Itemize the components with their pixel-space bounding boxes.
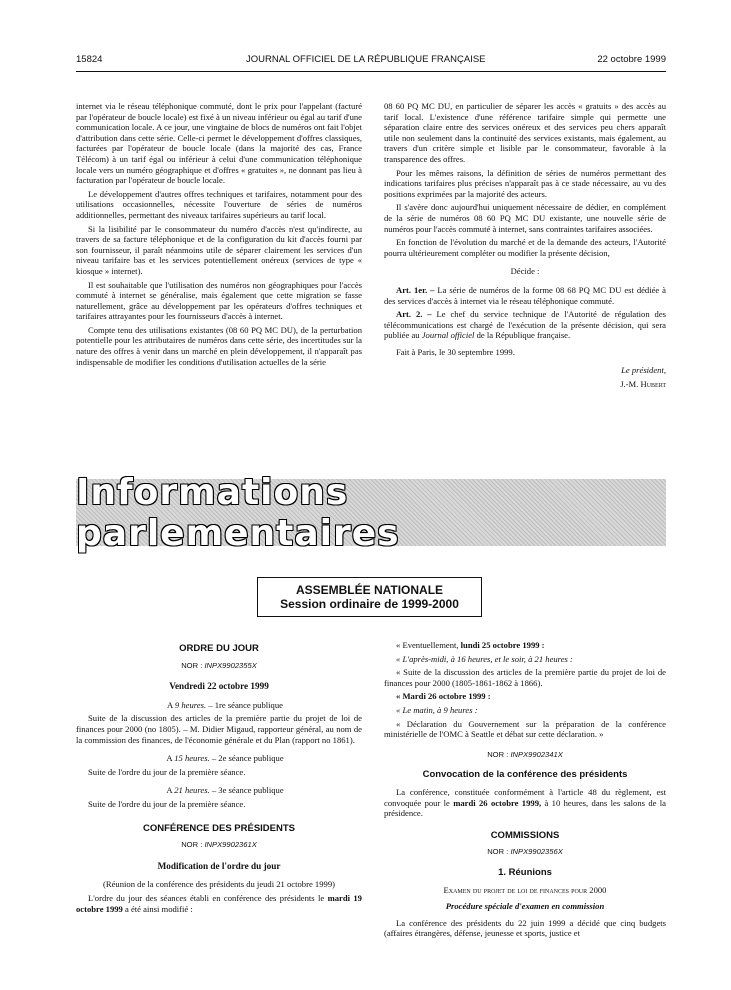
session-name: Session ordinaire de 1999-2000	[280, 597, 459, 611]
day-heading: Vendredi 22 octobre 1999	[169, 681, 269, 692]
event-date: lundi 25 octobre 1999 :	[460, 640, 545, 650]
section-banner	[76, 471, 666, 554]
seance-time: 21 heures.	[174, 785, 210, 796]
paragraph: Il s'avère donc aujourd'hui uniquement nécessaire de dédier, en complément de la série de numéros 08 60 PQ MC DU existante, une nouvelle série de numéros pour l'accès commuté à internet, sans contraintes tarifaires associées.	[384, 202, 666, 234]
eventuellement	[384, 640, 666, 651]
seance-1: A 9 heures. – 1re séance publique	[167, 699, 283, 710]
conference-title: CONFÉRENCE DES PRÉSIDENTS	[142, 822, 296, 834]
article-1-text: La série de numéros de la forme 08 68 PQ MC DU est dédiée à des services d'accès à internet via le réseau téléphonique commuté.	[384, 284, 666, 306]
nor-line: NOR : INPX9902341X	[487, 749, 563, 759]
paragraph: En fonction de l'évolution du marché et de la demande des acteurs, l'Autorité pourra ultérieurement compléter ou modifier la présente décision,	[384, 237, 666, 258]
assembly-box	[257, 577, 482, 617]
paragraph: Compte tenu des utilisations existantes (08 60 PQ MC DU), de la perturbation potentielle pour les attributaires de numéros dans cette série, des incertitudes sur la nature des offres à venir dans un marché en plein développement, il n'apparaît pas indispensable de modifier les conditions d'utilisation actuelles de la série	[76, 324, 362, 367]
nor-code: INPX9902341X	[510, 749, 563, 759]
signature-role: Le président,	[621, 365, 666, 376]
nor-line	[76, 661, 362, 672]
journal-officiel-ref: Journal officiel	[421, 330, 475, 341]
seance-label: – 2e séance publique	[211, 753, 284, 764]
seance-time: 9 heures.	[174, 699, 207, 710]
ordre-text-end: a été ainsi modifié :	[122, 903, 193, 914]
signature-surname: Hubert	[640, 379, 666, 390]
seance-3: A 21 heures. – 3e séance publique	[166, 785, 284, 796]
convocation-text	[384, 787, 666, 819]
article-2-label: Art. 2. –	[396, 309, 432, 320]
apres-midi: « L'après-midi, à 16 heures, et le soir, à 21 heures :	[396, 653, 573, 664]
reunion-note: (Réunion de la conférence des présidents du jeudi 21 octobre 1999)	[103, 879, 335, 890]
nor-code: INPX9902355X	[204, 660, 257, 670]
seance-label: – 1re séance publique	[208, 699, 283, 710]
nor-line: NOR : INPX9902356X	[487, 847, 563, 857]
seance-1-text: Suite de la discussion des articles de la première partie du projet de loi de finances pour 2000 (no 1805). – M. Didier Migaud, rapporteur général, au nom de la commission des finances, de l'économie générale et du Plan (rapport no 1861).	[76, 713, 362, 745]
event-text: « Eventuellement,	[396, 640, 461, 650]
banner-title: Informations parlementaires	[76, 471, 400, 554]
ordre-date: mardi 19 octobre 1999	[76, 892, 362, 914]
examen-heading: Examen du projet de loi de finances pour 2000	[443, 884, 607, 895]
reunions-heading: 1. Réunions	[498, 866, 552, 878]
last-paragraph: La conférence des présidents du 22 juin 1999 a décidé que cinq budgets (affaires étrangères, défense, jeunesse et sports, justice et	[384, 917, 666, 939]
top-left-column	[76, 101, 362, 370]
nor-line	[76, 840, 362, 851]
commissions-title: COMMISSIONS	[490, 829, 560, 841]
modification-heading: Modification de l'ordre du jour	[157, 860, 281, 871]
paragraph: Il est souhaitable que l'utilisation des numéros non géographiques pour l'accès commuté à internet se généralise, mais également que cette migration se fasse naturellement, grâce au développement par les opérateurs d'offres techniques et tarifaires attrayantes pour les fournisseurs d'accès à internet.	[76, 279, 362, 322]
seance-2: A 15 heures. – 2e séance publique	[166, 753, 284, 764]
matin-text: « Déclaration du Gouvernement sur la préparation de la conférence ministérielle de l'OMC à Seattle et débat sur cette déclaration. »	[384, 718, 666, 740]
seance-2-text: Suite de l'ordre du jour de la première séance.	[88, 766, 246, 777]
convoc-text-end: à 10 heures, dans les salons de la présidence.	[384, 797, 666, 819]
article-2-text: Le chef du service technique de l'Autorité de régulation des télécommunications est chargé de l'exécution de la présente décision, qui sera publiée au	[384, 309, 666, 341]
ordre-du-jour-title: ORDRE DU JOUR	[179, 643, 259, 654]
mardi-heading: « Mardi 26 octobre 1999 :	[396, 691, 491, 702]
paragraph: Le développement d'autres offres techniques et tarifaires, notamment pour des utilisations occasionnelles, nécessite l'ouverture de séries de numéros additionnelles, permettant des niveaux tarifaires supérieurs au tarif local.	[76, 188, 362, 220]
convoc-text: La conférence, constituée conformément à l'article 48 du règlement, est convoquée pour le	[384, 786, 666, 808]
apres-midi-text: « Suite de la discussion des articles de la première partie du projet de loi de finances pour 2000 (1805-1861-1862 à 1866).	[384, 667, 666, 688]
paragraph: Si la lisibilité par le consommateur du numéro d'accès n'est qu'indirecte, au travers de sa facture téléphonique et de la configuration du kit d'accès fourni par son fournisseur, il paraît néanmoins utile de séparer clairement les services d'un niveau tarifaire bas et les services potentiellement onéreux (services de type « kiosque » internet).	[76, 223, 362, 276]
paragraph: 08 60 PQ MC DU, en particulier de séparer les accès « gratuits » des accès au tarif local. L'existence d'une référence tarifaire simple qui permette une séparation claire entre des services onéreux et des services peu chers apparaît utile non seulement dans la continuité des services existants, mais également, au travers d'un critère simple et lisible par le consommateur, favorable à la transparence des offres.	[384, 101, 666, 164]
lower-right-column	[384, 640, 666, 942]
article-2	[384, 309, 666, 341]
article-1	[384, 285, 666, 306]
header-rule	[76, 71, 666, 72]
signature-name	[384, 379, 666, 390]
article-1-label: Art. 1er. –	[396, 284, 435, 295]
seance-label: – 3e séance publique	[211, 785, 284, 796]
assembly-name: ASSEMBLÉE NATIONALE	[295, 583, 444, 597]
nor-code: INPX9902356X	[510, 847, 563, 857]
nor-label: NOR :	[181, 840, 203, 850]
article-2-text-end: de la République française.	[474, 330, 571, 341]
done-at: Fait à Paris, le 30 septembre 1999.	[396, 346, 515, 357]
paragraph: Pour les mêmes raisons, la définition de séries de numéros permettant des indications tarifaires plus précises n'apparaît pas à ce stade nécessaire, au vu des positions exprimées par la majorité des acteurs.	[384, 167, 666, 199]
page-header	[76, 54, 666, 68]
seance-3-text: Suite de l'ordre du jour de la première séance.	[88, 798, 246, 809]
paragraph: internet via le réseau téléphonique commuté, dont le prix pour l'appelant (facturé par l'opérateur de boucle locale) est fixé à un niveau inférieur ou égal au tarif d'une communication locale. A ce jour, une vingtaine de blocs de numéros ont fait l'objet d'attribution dans cette série. Celle-ci permet le développement d'offres classiques, facturées par l'opérateur de boucle locale (dans la majorité des cas, France Télécom) à un tarif égal ou inférieur à celui d'une communication téléphonique locale vers un numéro géographique et d'offres « gratuites », ne donnant pas lieu à facturation par l'opérateur de boucle locale.	[76, 101, 362, 186]
nor-code: INPX9902361X	[204, 840, 257, 850]
top-right-column	[384, 101, 666, 393]
issue-date: 22 octobre 1999	[597, 54, 666, 65]
nor-label: NOR :	[181, 660, 203, 670]
decide-heading: Décide :	[510, 266, 540, 277]
journal-title: JOURNAL OFFICIEL DE LA RÉPUBLIQUE FRANÇAISE	[246, 54, 486, 65]
convoc-date: mardi 26 octobre 1999,	[453, 797, 542, 808]
signature-initials: J.-M.	[620, 379, 641, 390]
page-number: 15824	[76, 54, 103, 65]
convocation-title: Convocation de la conférence des présidents	[422, 769, 628, 781]
procedure-heading: Procédure spéciale d'examen en commission	[445, 901, 605, 912]
ordre-text: L'ordre du jour des séances établi en conférence des présidents le	[88, 892, 328, 903]
seance-time: 15 heures.	[174, 753, 210, 764]
ordre-modifie	[76, 893, 362, 914]
matin: « Le matin, à 9 heures :	[396, 704, 478, 715]
lower-left-column	[76, 640, 362, 917]
